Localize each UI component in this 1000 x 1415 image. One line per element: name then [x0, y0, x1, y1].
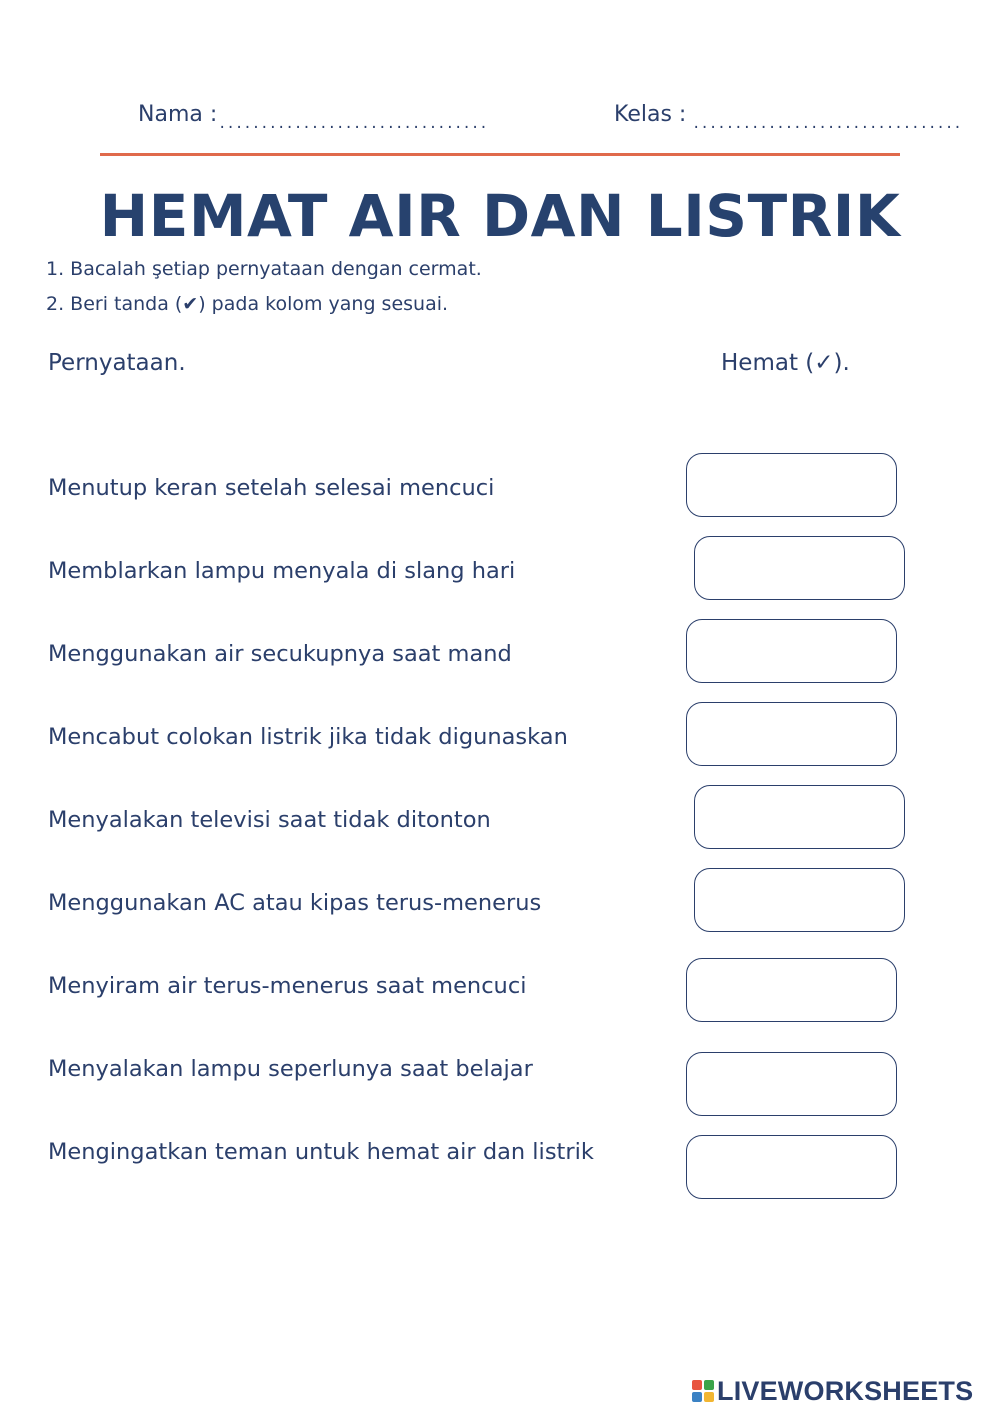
statement-text: Mencabut colokan listrik jika tidak digunaskan — [48, 724, 568, 750]
answer-box-1[interactable] — [686, 453, 897, 517]
answer-box-4[interactable] — [686, 702, 897, 766]
class-label: Kelas : — [614, 102, 687, 127]
liveworksheets-watermark — [692, 1375, 973, 1407]
answer-box-6[interactable] — [694, 868, 905, 932]
answer-box-2[interactable] — [694, 536, 905, 600]
statement-text: Menyiram air terus-menerus saat mencuci — [48, 973, 527, 999]
liveworksheets-logo-icon — [692, 1380, 714, 1402]
statement-column-heading: Pernyataan. — [48, 350, 186, 376]
brand-name: LIVEWORKSHEETS — [717, 1375, 974, 1406]
statement-text: Menyalakan televisi saat tidak ditonton — [48, 807, 491, 833]
statement-text: Mengingatkan teman untuk hemat air dan listrik — [48, 1139, 594, 1165]
answer-box-3[interactable] — [686, 619, 897, 683]
answer-box-9[interactable] — [686, 1135, 897, 1199]
answer-box-7[interactable] — [686, 958, 897, 1022]
class-field[interactable]: ................................ — [692, 116, 962, 132]
statement-text: Menggunakan AC atau kipas terus-menerus — [48, 890, 542, 916]
page-title: HEMAT AIR DAN LISTRIK — [99, 182, 901, 250]
statement-text: Menggunakan air secukupnya saat mand — [48, 641, 512, 667]
instruction-1: 1. Bacalah şetiap pernyataan dengan cermat. — [46, 258, 482, 280]
statement-text: Menyalakan lampu seperlunya saat belajar — [48, 1056, 533, 1082]
instruction-2: 2. Beri tanda (✔) pada kolom yang sesuai. — [46, 293, 449, 315]
header-divider — [100, 153, 900, 156]
check-column-heading: Hemat (✓). — [721, 350, 850, 376]
name-label: Nama : — [138, 102, 218, 127]
statement-text: Memblarkan lampu menyala di slang hari — [48, 558, 516, 584]
answer-box-5[interactable] — [694, 785, 905, 849]
answer-box-8[interactable] — [686, 1052, 897, 1116]
name-field[interactable]: ................................ — [218, 116, 488, 132]
statement-text: Menutup keran setelah selesai mencuci — [48, 475, 495, 501]
